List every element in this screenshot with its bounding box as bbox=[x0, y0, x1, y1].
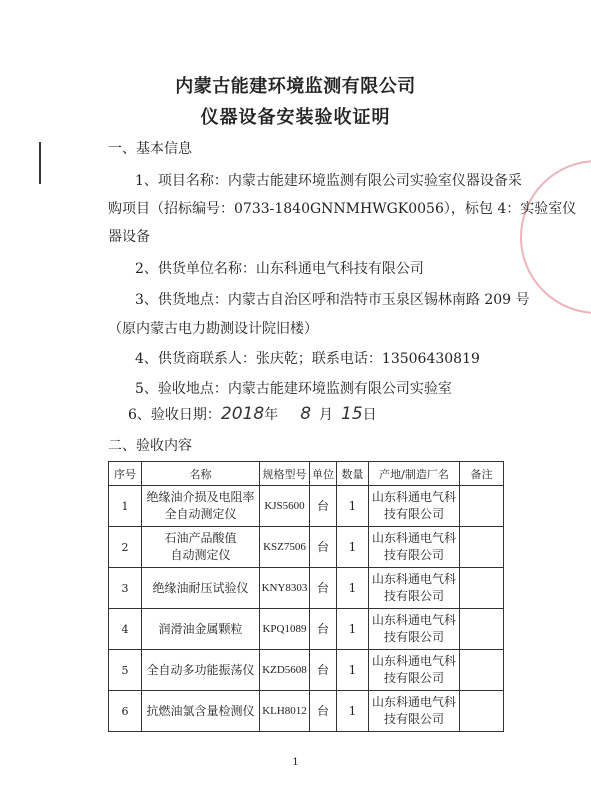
document-title: 内蒙古能建环境监测有限公司 bbox=[175, 76, 416, 97]
col-header-qty: 数量 bbox=[337, 462, 369, 486]
col-header-manufacturer: 产地/制造厂名 bbox=[369, 462, 460, 486]
cell-manufacturer bbox=[369, 527, 460, 568]
cell-name: 全自动多功能振荡仪 bbox=[142, 650, 260, 691]
col-header-unit: 单位 bbox=[310, 462, 337, 486]
cell-note bbox=[460, 527, 504, 568]
cell-model: KNY8303 bbox=[260, 568, 310, 609]
info-item6 bbox=[128, 404, 377, 424]
cell-manufacturer bbox=[369, 486, 460, 527]
cell-qty: 1 bbox=[337, 486, 369, 527]
cell-manufacturer bbox=[369, 691, 460, 732]
cell-no: 2 bbox=[109, 527, 142, 568]
cell-name-line2: 自动测定仪 bbox=[170, 548, 231, 562]
red-seal-stamp bbox=[520, 160, 591, 314]
table-row bbox=[109, 486, 504, 527]
cell-qty: 1 bbox=[337, 650, 369, 691]
cell-manufacturer bbox=[369, 609, 460, 650]
cell-note bbox=[460, 568, 504, 609]
cell-mfr-line1: 山东科通电气科 bbox=[371, 613, 456, 627]
acceptance-date-year: 2018 bbox=[220, 404, 265, 424]
cell-name-line2: 全自动测定仪 bbox=[164, 507, 237, 521]
cell-mfr-line2: 技有限公司 bbox=[383, 671, 444, 685]
cell-mfr-line2: 技有限公司 bbox=[383, 507, 444, 521]
cell-mfr-line1: 山东科通电气科 bbox=[371, 531, 456, 545]
cell-name bbox=[142, 486, 260, 527]
table-row bbox=[109, 527, 504, 568]
col-header-no: 序号 bbox=[109, 462, 142, 486]
cell-unit: 台 bbox=[310, 486, 337, 527]
cell-name: 绝缘油耐压试验仪 bbox=[142, 568, 260, 609]
cell-mfr-line2: 技有限公司 bbox=[383, 630, 444, 644]
table-row bbox=[109, 568, 504, 609]
cell-manufacturer bbox=[369, 568, 460, 609]
cell-no: 3 bbox=[109, 568, 142, 609]
cell-note bbox=[460, 486, 504, 527]
info-item2: 2、供货单位名称：山东科通电气科技有限公司 bbox=[135, 261, 424, 277]
cell-unit: 台 bbox=[310, 650, 337, 691]
acceptance-table bbox=[108, 461, 504, 732]
section-acceptance-content: 二、验收内容 bbox=[108, 438, 192, 454]
cell-manufacturer bbox=[369, 650, 460, 691]
table-row bbox=[109, 691, 504, 732]
col-header-name: 名称 bbox=[142, 462, 260, 486]
cell-model: KJS5600 bbox=[260, 486, 310, 527]
cell-name: 润滑油金属颗粒 bbox=[142, 609, 260, 650]
col-header-model: 规格型号 bbox=[260, 462, 310, 486]
cell-no: 1 bbox=[109, 486, 142, 527]
table-row bbox=[109, 650, 504, 691]
info-item1-line1: 1、项目名称：内蒙古能建环境监测有限公司实验室仪器设备采 bbox=[135, 173, 522, 189]
table-row bbox=[109, 609, 504, 650]
cell-mfr-line1: 山东科通电气科 bbox=[371, 490, 456, 504]
cell-qty: 1 bbox=[337, 527, 369, 568]
cell-mfr-line2: 技有限公司 bbox=[383, 589, 444, 603]
date-day-unit: 日 bbox=[362, 407, 377, 423]
cell-no: 4 bbox=[109, 609, 142, 650]
cell-qty: 1 bbox=[337, 609, 369, 650]
acceptance-date-label: 6、验收日期： bbox=[128, 407, 221, 423]
cell-mfr-line2: 技有限公司 bbox=[383, 548, 444, 562]
col-header-note: 备注 bbox=[460, 462, 504, 486]
cell-mfr-line1: 山东科通电气科 bbox=[371, 654, 456, 668]
cell-model: KSZ7506 bbox=[260, 527, 310, 568]
cell-mfr-line1: 山东科通电气科 bbox=[371, 695, 456, 709]
table-header-row bbox=[109, 462, 504, 486]
cell-mfr-line2: 技有限公司 bbox=[383, 712, 444, 726]
margin-mark bbox=[39, 142, 41, 184]
info-item3-line2: （原内蒙古电力勘测设计院旧楼） bbox=[108, 321, 318, 337]
page-number: 1 bbox=[292, 757, 299, 768]
info-item1-line3: 器设备 bbox=[108, 229, 150, 245]
cell-no: 6 bbox=[109, 691, 142, 732]
cell-mfr-line1: 山东科通电气科 bbox=[371, 572, 456, 586]
info-item1-line2: 购项目（招标编号：0733-1840GNNMHWGK0056），标包 4：实验室仪 bbox=[108, 201, 577, 217]
cell-name bbox=[142, 527, 260, 568]
date-month-unit: 月 bbox=[319, 407, 334, 423]
cell-model: KPQ1089 bbox=[260, 609, 310, 650]
acceptance-date-day: 15 bbox=[341, 404, 363, 424]
section-basic-info: 一、基本信息 bbox=[108, 141, 192, 157]
date-year-unit: 年 bbox=[264, 407, 279, 423]
cell-note bbox=[460, 609, 504, 650]
cell-qty: 1 bbox=[337, 691, 369, 732]
document-subtitle: 仪器设备安装验收证明 bbox=[200, 107, 391, 128]
cell-model: KLH8012 bbox=[260, 691, 310, 732]
cell-note bbox=[460, 691, 504, 732]
cell-name-line1: 石油产品酸值 bbox=[164, 531, 237, 545]
info-item3-line1: 3、供货地点：内蒙古自治区呼和浩特市玉泉区锡林南路 209 号 bbox=[135, 292, 530, 308]
cell-unit: 台 bbox=[310, 691, 337, 732]
acceptance-date-month: 8 bbox=[300, 404, 312, 424]
cell-unit: 台 bbox=[310, 568, 337, 609]
cell-model: KZD5608 bbox=[260, 650, 310, 691]
cell-note bbox=[460, 650, 504, 691]
cell-name-line1: 绝缘油介损及电阻率 bbox=[146, 490, 255, 504]
info-item5: 5、验收地点：内蒙古能建环境监测有限公司实验室 bbox=[135, 381, 452, 397]
cell-qty: 1 bbox=[337, 568, 369, 609]
cell-name: 抗燃油氯含量检测仪 bbox=[142, 691, 260, 732]
cell-unit: 台 bbox=[310, 609, 337, 650]
info-item4: 4、供货商联系人：张庆乾；联系电话：13506430819 bbox=[135, 351, 480, 367]
cell-no: 5 bbox=[109, 650, 142, 691]
cell-unit: 台 bbox=[310, 527, 337, 568]
